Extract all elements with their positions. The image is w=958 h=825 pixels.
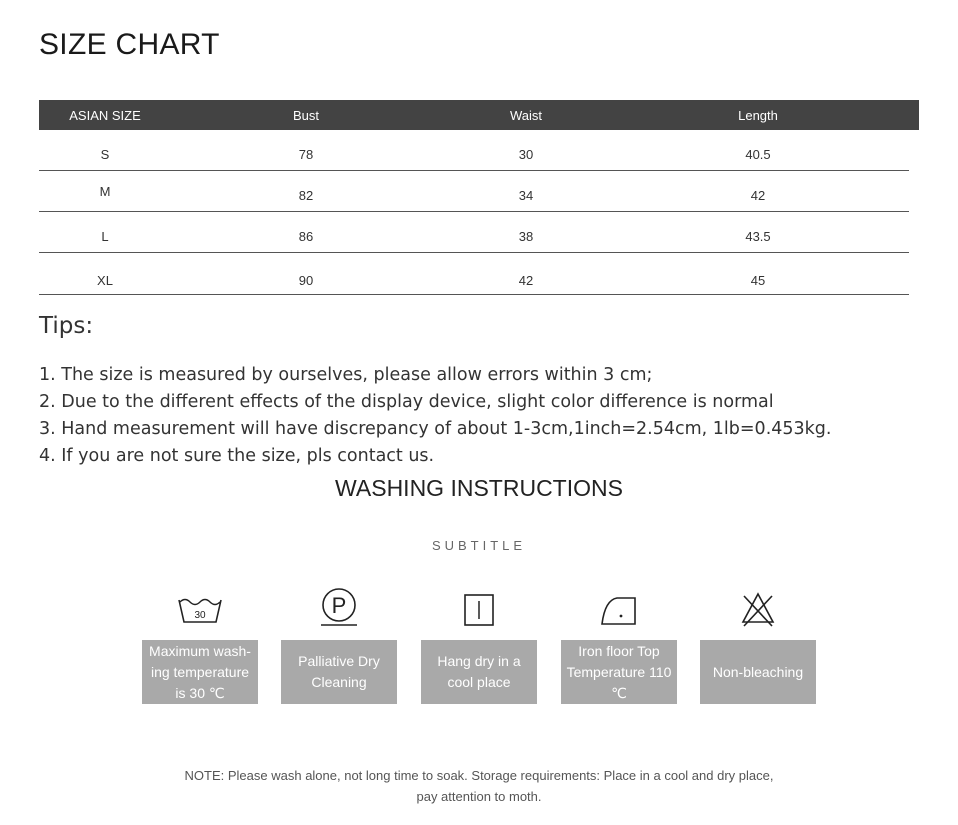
table-header bbox=[39, 100, 919, 130]
size-table bbox=[39, 100, 919, 295]
length-cell: 42 bbox=[750, 188, 766, 203]
length-cell: 45 bbox=[750, 273, 766, 288]
table-row bbox=[39, 130, 909, 171]
waist-cell: 42 bbox=[518, 273, 534, 288]
size-cell: M bbox=[99, 184, 111, 199]
care-item-hang-dry bbox=[421, 588, 537, 704]
iron-icon bbox=[597, 594, 641, 628]
care-item-wash bbox=[142, 588, 258, 704]
header-length: Length bbox=[738, 108, 778, 123]
waist-cell: 34 bbox=[518, 188, 534, 203]
no-bleach-icon bbox=[738, 590, 778, 628]
header-asian-size: ASIAN SIZE bbox=[69, 108, 141, 123]
bust-cell: 86 bbox=[298, 229, 314, 244]
note-line-2: pay attention to moth. bbox=[416, 789, 542, 804]
bust-cell: 90 bbox=[298, 273, 314, 288]
care-label: Hang dry in a cool place bbox=[421, 640, 537, 704]
table-row bbox=[39, 212, 909, 253]
bust-cell: 78 bbox=[298, 147, 314, 162]
wash-30-icon bbox=[176, 592, 224, 628]
care-item-dry-clean bbox=[281, 588, 397, 704]
waist-cell: 30 bbox=[518, 147, 534, 162]
table-row bbox=[39, 253, 909, 295]
care-item-iron bbox=[561, 588, 677, 704]
dry-clean-p-icon bbox=[317, 586, 361, 628]
tip-item: 2. Due to the different effects of the display device, slight color difference is normal bbox=[39, 392, 774, 412]
header-bust: Bust bbox=[292, 108, 320, 123]
care-item-no-bleach bbox=[700, 588, 816, 704]
page-title: SIZE CHART bbox=[39, 28, 220, 61]
size-cell: XL bbox=[97, 273, 113, 288]
length-cell: 40.5 bbox=[745, 147, 771, 162]
note-line-1: NOTE: Please wash alone, not long time to soak. Storage requirements: Place in a cool and dry place, bbox=[184, 768, 774, 783]
washing-subtitle: SUBTITLE bbox=[431, 538, 527, 553]
waist-cell: 38 bbox=[518, 229, 534, 244]
size-cell: L bbox=[101, 229, 109, 244]
tip-item: 3. Hand measurement will have discrepancy of about 1-3cm,1inch=2.54cm, 1lb=0.453kg. bbox=[39, 419, 832, 439]
table-row bbox=[39, 171, 909, 212]
header-waist: Waist bbox=[509, 108, 543, 123]
care-label: Maximum wash-ing temperature is 30 ℃ bbox=[142, 640, 258, 704]
tip-item: 1. The size is measured by ourselves, please allow errors within 3 cm; bbox=[39, 365, 653, 385]
bust-cell: 82 bbox=[298, 188, 314, 203]
tips-list bbox=[39, 362, 831, 470]
tip-item: 4. If you are not sure the size, pls contact us. bbox=[39, 446, 435, 466]
washing-note bbox=[0, 765, 958, 807]
care-label: Iron floor Top Temperature 110 ℃ bbox=[561, 640, 677, 704]
size-cell: S bbox=[100, 147, 110, 162]
washing-title: WASHING INSTRUCTIONS bbox=[335, 475, 623, 501]
length-cell: 43.5 bbox=[745, 229, 771, 244]
care-label: Non-bleaching bbox=[700, 640, 816, 704]
care-label: Palliative Dry Cleaning bbox=[281, 640, 397, 704]
tips-heading: Tips: bbox=[39, 313, 94, 339]
dry-clean-letter: P bbox=[331, 593, 347, 618]
wash-temp-text: 30 bbox=[194, 610, 206, 621]
hang-dry-icon bbox=[462, 592, 496, 628]
